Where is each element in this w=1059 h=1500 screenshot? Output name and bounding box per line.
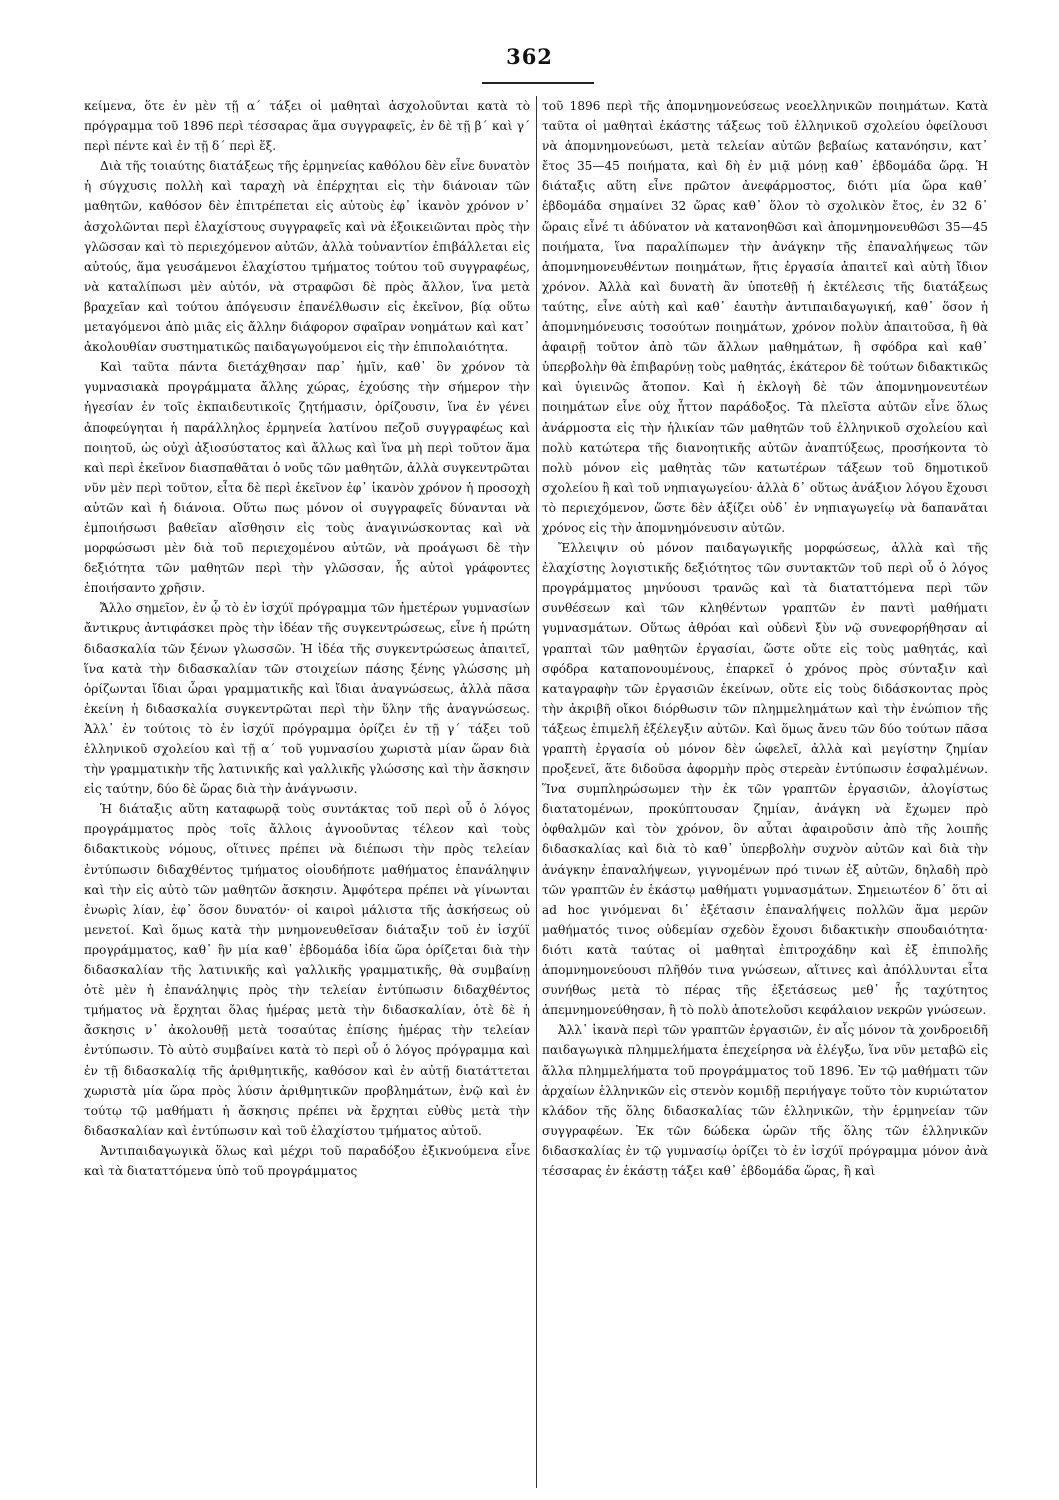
paragraph: Ἡ διάταξις αὕτη καταφωρᾷ τοὺς συντάκτας τοῦ περὶ οὗ ὁ λόγος προγράμματος πρὸς τοῖς ἄλλοις ἀγνοοῦντας τέλεον καὶ τοὺς διδακτικοὺς νόμους, οἵτινες πρέπει νὰ διέπωσι τὴν πρὸς τελείαν ἐντύπωσιν διδαχθέντος τμήματος οἱουδήποτε μαθήματος ἐπανάληψιν καὶ τὴν εἰς αὐτὸ τῶν μαθητῶν ἄσκησιν. Ἀμφότερα πρέπει νὰ γίνωνται ἐνωρὶς λίαν, ἐφ᾽ ὅσον δυνατόν· οἱ καιροὶ μάλιστα τῆς ἀσκήσεως οὐ μενετοί. Καὶ ὅμως κατὰ τὴν μνημονευθεῖσαν διάταξιν τοῦ ἐν ἰσχύϊ προγράμματος, καθ᾽ ἣν μία καθ᾽ ἑβδομάδα ἰδία ὥρα ὁρίζεται διὰ τὴν διδασκαλίαν τῆς λατινικῆς καὶ γαλλικῆς γραμματικῆς, θὰ συμβαίνῃ ὁτὲ μὲν ἡ ἐπανάληψις πρὸς τὴν τελείαν ἐντύπωσιν διδαχθέντος τμήματος νὰ ἔρχηται ὅλας ἡμέρας μετὰ τὴν διδασκαλίαν, ὁτὲ δὲ ἡ ἄσκησις ν᾽ ἀκολουθῇ μετὰ τοσαύτας ἐπίσης ἡμέρας τὴν τελείαν ἐντύπωσιν. Τὸ αὐτὸ συμβαίνει κατὰ τὸ περὶ οὗ ὁ λόγος πρόγραμμα καὶ ἐν τῇ διδασκαλίᾳ τῆς ἀριθμητικῆς, καθόσον καὶ ἐν αὐτῇ διατάττεται χωριστὰ μία ὥρα πρὸς λύσιν ἀριθμητικῶν προβλημάτων, ἐνῷ καὶ ἐν τούτῳ τῷ μαθήματι ἡ ἄσκησις πρέπει νὰ ἔρχηται εὐθὺς μετὰ τὴν διδασκαλίαν καὶ ἐντύπωσιν καὶ τοῦ ἐλαχίστου τμήματος αὐτοῦ. (84, 802, 530, 1138)
column-divider (536, 96, 537, 1488)
paragraph: Ἄλλο σημεῖον, ἐν ᾧ τὸ ἐν ἰσχύϊ πρόγραμμα τῶν ἡμετέρων γυμνασίων ἄντικρυς ἀντιφάσκει πρὸς τὴν ἰδέαν τῆς συγκεντρώσεως, εἶνε ἡ πρώτη διδασκαλία τῶν ξένων γλωσσῶν. Ἡ ἰδέα τῆς συγκεντρώσεως ἀπαιτεῖ, ἵνα κατὰ τὴν διδασκαλίαν τῶν στοιχείων πάσης ξένης γλώσσης μὴ ὁρίζωνται ἴδιαι ὧραι γραμματικῆς καὶ ἴδιαι ἀναγνώσεως, ἀλλὰ πᾶσα ἐκείνη ἡ διδασκαλία συγκεντρῶται περὶ τὴν ὕλην τῆς ἀναγνώσεως. Ἀλλ᾽ ἐν τούτοις τὸ ἐν ἰσχύϊ πρόγραμμα ὁρίζει ἐν τῇ γ΄ τάξει τοῦ ἑλληνικοῦ σχολείου καὶ τῇ α΄ τοῦ γυμνασίου χωριστὰ μίαν ὥραν διὰ τὴν γραμματικὴν τῆς λατινικῆς καὶ γαλλικῆς γλώσσης καὶ τὴν ἄσκησιν εἰς ταύτην, δύο δὲ ὥρας διὰ τὴν ἀνάγνωσιν. (84, 601, 530, 797)
paragraph: Ἀλλ᾽ ἱκανὰ περὶ τῶν γραπτῶν ἐργασιῶν, ἐν αἷς μόνον τὰ χονδροειδῆ παιδαγωγικὰ πλημμελήματα ἐπεχείρησα νὰ ἐλέγξω, ἵνα νῦν μεταβῶ εἰς ἄλλα πλημμελήματα τοῦ προγράμματος τοῦ 1896. Ἐν τῷ μαθήματι τῶν ἀρχαίων ἑλληνικῶν εἰς στενὸν κομιδῇ περιήγαγε τοῦτο τὸν κυριώτατον κλάδον τῆς ὅλης διδασκαλίας τῶν ἑλληνικῶν, τὴν ἑρμηνείαν τῶν συγγραφέων. Ἐκ τῶν δώδεκα ὡρῶν τῆς ὅλης τῶν ἑλληνικῶν διδασκαλίας ἐν τῷ γυμνασίῳ ὁρίζει τὸ ἐν ἰσχύϊ πρόγραμμα μόνον ἀνὰ τέσσαρας ἐν ἑκάστῃ τάξει καθ᾽ ἑβδομάδα ὥρας, ἢ καὶ (542, 1023, 988, 1178)
paragraph: Ἔλλειψιν οὐ μόνον παιδαγωγικῆς μορφώσεως, ἀλλὰ καὶ τῆς ἐλαχίστης λογιστικῆς δεξιότητος τῶν συντακτῶν τοῦ περὶ οὗ ὁ λόγος προγράμματος μηνύουσι τρανῶς καὶ τὰ διαταττόμενα περὶ τῶν συνθέσεων καὶ τῶν κληθέντων γραπτῶν ἐν παντὶ μαθήματι γυμνασμάτων. Οὕτως ἀθρόαι καὶ οὐδενὶ ξὺν νῷ συνεφορήθησαν αἱ γραπταὶ τῶν μαθητῶν ἐργασίαι, ὥστε οὔτε εἰς τοὺς μαθητάς, καὶ σφόδρα καταπονουμένους, ἐπαρκεῖ ὁ χρόνος πρὸς σύνταξιν καὶ καταγραφὴν τῶν ἐργασιῶν ἐκείνων, οὔτε εἰς τοὺς διδάσκοντας πρὸς τὴν ἀκριβῆ οἴκοι διόρθωσιν τῶν πλημμελημάτων καὶ τὴν ἐνώπιον τῆς τάξεως ἐπιμελῆ ἐξέλεγξιν αὐτῶν. Καὶ ὅμως ἄνευ τῶν δύο τούτων πᾶσα γραπτὴ ἐργασία οὐ μόνον δὲν ὠφελεῖ, ἀλλὰ καὶ μεγίστην ζημίαν προξενεῖ, ἅτε διδοῦσα ἀφορμὴν πρὸς στερεὰν ἐντύπωσιν ἐσφαλμένων. Ἵνα συμπληρώσωμεν τὴν ἐκ τῶν γραπτῶν ἐργασιῶν, ἀλογίστως διατατομένων, προκύπτουσαν ζημίαν, ἀνάγκη νὰ ἔχωμεν πρὸ ὀφθαλμῶν καὶ τὸν χρόνον, ὃν αὗται ἀφαιροῦσιν ἀπὸ τῆς λοιπῆς διδασκαλίας καὶ διὰ τὸ καθ᾽ ὑπερβολὴν συχνὸν αὐτῶν καὶ διὰ τὴν ἀνάγκην ἐπαναλήψεων, γιγνομένων πρό τινων ἐξ αὐτῶν, δηλαδὴ πρὸ τῶν γραπτῶν ἐν ἑκάστῳ μαθήματι γυμνασμάτων. Σημειωτέον δ᾽ ὅτι αἱ ad hoc γινόμεναι δι᾽ ἐξέτασιν ἐπαναλήψεις πολλῶν ἅμα μερῶν μαθήματός τινος οὐδεμίαν σχεδὸν ἔχουσι διδακτικὴν σπουδαιότητα· διότι κατὰ ταύτας οἱ μαθηταὶ ἐπιτροχάδην καὶ ἐξ ἐπιπολῆς ἀπομνημονεύουσι πλῆθόν τινα γνώσεων, αἵτινες καὶ ἀπόλλυνται εἶτα συνήθως μετὰ τὸ πέρας τῆς ἐξετάσεως μεθ᾽ ἧς ταχύτητος ἀπεμνημονεύθησαν, ἢ τὸ πολὺ ἀποτελοῦσι κεφάλαιον νεκρῶν γνώσεων. (542, 541, 988, 1018)
paragraph: Καὶ ταῦτα πάντα διετάχθησαν παρ᾽ ἡμῖν, καθ᾽ ὃν χρόνον τὰ γυμνασιακὰ προγράμματα ἄλλης χώρας, ἐχούσης τὴν σήμερον τὴν ἡγεσίαν ἐν τοῖς ἐκπαιδευτικοῖς ζητήμασιν, ὁρίζουσιν, ἵνα ἐν γένει ἀποφεύγηται ἡ παράλληλος ἑρμηνεία λατίνου πεζοῦ συγγραφέως καὶ ποιητοῦ, ὡς οὐχὶ ἀξιοσύστατος καὶ ἄλλως καὶ ἵνα μὴ περὶ τοῦτον ἅμα καὶ περὶ ἐκεῖνον διασπαθᾶται ὁ νοῦς τῶν μαθητῶν, ἀλλὰ συγκεντρῶται νῦν μὲν περὶ τοῦτον, εἶτα δὲ περὶ ἐκεῖνον ἐφ᾽ ἱκανὸν χρόνον ἡ προσοχὴ αὐτῶν καὶ ἡ διάνοια. Οὕτω πως μόνον οἱ συγγραφεῖς δύνανται νὰ ἐμποιήσωσι βαθεῖαν αἴσθησιν εἰς τοὺς ἀναγινώσκοντας καὶ νὰ μορφώσωσι μὲν διὰ τοῦ περιεχομένου αὐτῶν, νὰ προάγωσι δὲ τὴν δεξιότητα τῶν μαθητῶν περὶ τὴν γλῶσσαν, ἧς αὐτοὶ γράφοντες ἐποιήσαντο χρῆσιν. (84, 360, 530, 596)
right-column (542, 96, 988, 1488)
paragraph: κείμενα, ὅτε ἐν μὲν τῇ α΄ τάξει οἱ μαθηταὶ ἀσχολοῦνται κατὰ τὸ πρόγραμμα τοῦ 1896 περὶ τέσσαρας ἅμα συγγραφεῖς, ἐν δὲ τῇ β΄ καὶ γ΄ περὶ πέντε καὶ ἐν τῇ δ΄ περὶ ἕξ. (84, 99, 530, 154)
paragraph: τοῦ 1896 περὶ τῆς ἀπομνημονεύσεως νεοελληνικῶν ποιημάτων. Κατὰ ταῦτα οἱ μαθηταὶ ἑκάστης τάξεως τοῦ ἑλληνικοῦ σχολείου ὀφείλουσι νὰ ἀπομνημονεύωσι, μετὰ τελείαν αὐτῶν βεβαίως κατανόησιν, κατ᾽ ἔτος 35—45 ποιήματα, καὶ δὴ ἐν μιᾷ μόνῃ καθ᾽ ἑβδομάδα ὥρᾳ. Ἡ διάταξις αὕτη εἶνε πρῶτον ἀνεφάρμοστος, διότι μία ὥρα καθ᾽ ἑβδομάδα σημαίνει 32 ὥρας καθ᾽ ὅλον τὸ σχολικὸν ἔτος, ἐν 32 δ᾽ ὥραις εἶνέ τι ἀδύνατον νὰ κατανοηθῶσι καὶ ἀπομνημονευθῶσι 35—45 ποιήματα, ἵνα παραλίπωμεν τὴν ἀνάγκην τῆς ἐπαναλήψεως τῶν ἀπομνημονευθέντων ποιημάτων, ἥτις ἐργασία ἀπαιτεῖ καὶ αὐτὴ ἴδιον χρόνον. Ἀλλὰ καὶ δυνατὴ ἂν ὑποτεθῇ ἡ ἐκτέλεσις τῆς διατάξεως ταύτης, εἶνε αὐτὴ καὶ καθ᾽ ἑαυτὴν ἀντιπαιδαγωγική, καθ᾽ ὅσον ἡ ἀπομνημόνευσις τοσούτων ποιημάτων, χρόνον πολὺν ἀπαιτοῦσα, ἢ θὰ ἀφαιρῇ τοῦτον ἀπὸ τῶν ἄλλων μαθημάτων, ἢ σφόδρα καὶ καθ᾽ ὑπερβολὴν θὰ ἐπιβαρύνῃ τοὺς μαθητάς, ἑκάτερον δὲ τούτων διδακτικῶς καὶ ὑγιεινῶς ἄτοπον. Καὶ ἡ ἐκλογὴ δὲ τῶν ἀπομνημονευτέων ποιημάτων εἶνε οὐχ ἧττον παράδοξος. Τὰ πλεῖστα αὐτῶν εἶνε ὅλως ἀνάρμοστα εἰς τὴν ἡλικίαν τῶν μαθητῶν τοῦ ἑλληνικοῦ σχολείου καὶ πολὺ κατώτερα τῆς διανοητικῆς αὐτῶν ἀναπτύξεως, προσήκοντα τὸ πολὺ μόνον εἰς μαθητὰς τῶν κατωτέρων τάξεων τοῦ δημοτικοῦ σχολείου ἢ καὶ τοῦ νηπιαγωγείου· ἀλλὰ δ᾽ οὕτως ἀνάξιον λόγου ἔχουσι τὸ περιεχόμενον, ὥστε δὲν ἀξίζει οὐδ᾽ ἐν νηπιαγωγείῳ νὰ δαπανᾶται χρόνος εἰς τὴν ἀπομνημόνευσιν αὐτῶν. (542, 99, 988, 535)
header-rule (482, 82, 594, 84)
paragraph: Διὰ τῆς τοιαύτης διατάξεως τῆς ἑρμηνείας καθόλου δὲν εἶνε δυνατὸν ἡ σύγχυσις πολλὴ καὶ ταραχὴ νὰ ἐπέρχηται εἰς τὴν διάνοιαν τῶν μαθητῶν, καθόσον δὲν ἐπιτρέπεται εἰς αὐτοὺς ἐφ᾽ ἱκανὸν χρόνον ν᾽ ἀσχολῶνται περὶ ἐλαχίστους συγγραφεῖς καὶ νὰ ἐξοικειῶνται πρὸς τὴν γλῶσσαν καὶ τὸ περιεχόμενον αὐτῶν, ἀλλὰ τοὐναντίον ἐπιβάλλεται εἰς αὐτούς, ἅμα γευσάμενοι ἐλαχίστου τμήματος τούτου τοῦ συγγραφέως, νὰ καταλίπωσι μὲν αὐτόν, νὰ στραφῶσι δὲ πρὸς ἄλλον, ἵνα μετὰ βραχεῖαν καὶ τούτου ἀπόγευσιν ἐπανέλθωσιν εἰς ἐκεῖνον, βίᾳ οὕτω μεταγόμενοι ἀπὸ μιᾶς εἰς ἄλλην διάφορον σφαῖραν νοημάτων καὶ κατ᾽ ἀκολουθίαν συστηματικῶς παιδαγωγούμενοι εἰς τὴν ἐπιπολαιότητα. (84, 159, 530, 355)
page-number: 362 (506, 44, 553, 69)
paragraph: Ἀντιπαιδαγωγικὰ ὅλως καὶ μέχρι τοῦ παραδόξου ἐξικνούμενα εἶνε καὶ τὰ διαταττόμενα ὑπὸ τοῦ προγράμματος (84, 1143, 530, 1178)
left-column (84, 96, 530, 1488)
